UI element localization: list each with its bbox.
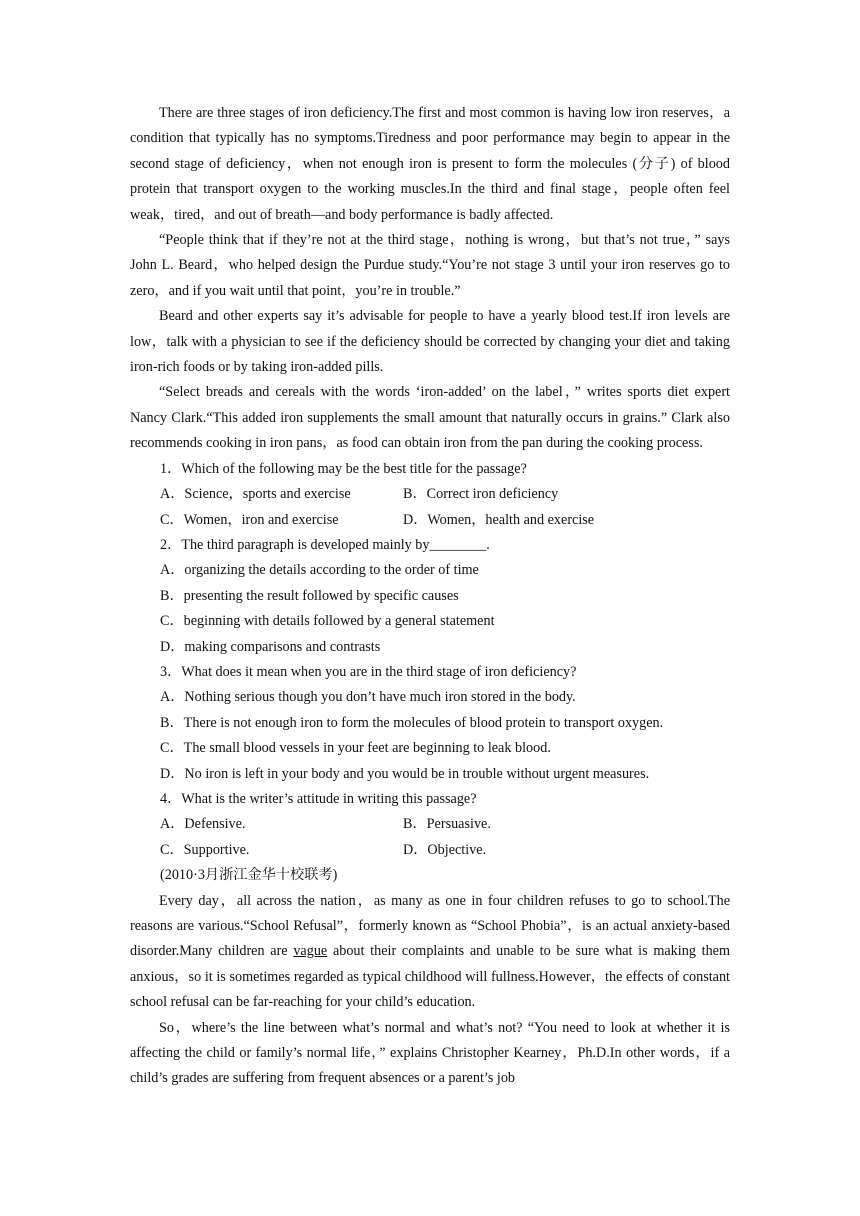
question-3-option-b: B．There is not enough iron to form the molecules of blood protein to transport oxygen. xyxy=(160,714,664,731)
question-4-option-c: C．Supportive. xyxy=(160,841,250,858)
question-3-stem: 3．What does it mean when you are in the third stage of iron deficiency? xyxy=(160,663,577,680)
question-1-option-b: B．Correct iron deficiency xyxy=(403,486,559,503)
passage2-paragraph-1-start: Every day，all across the nation，as many as one in four children refuses to go to school.The reasons are various.“School Refusal”，formerly known as “School Phobia”，is an actual anxiety-based disorder.Many children are xyxy=(130,892,730,960)
question-2-stem xyxy=(130,533,730,558)
question-4-option-d: D．Objective. xyxy=(403,841,487,858)
question-2-option-b: B．presenting the result followed by specific causes xyxy=(160,587,459,604)
passage1-paragraph-2: “People think that if they’re not at the third stage，nothing is wrong，but that’s not true，” says John L. Beard，who helped design the Purdue study.“You’re not stage 3 until your iron reserves go to zero，and if you wait until that point，you’re in trouble.” xyxy=(130,232,730,299)
passage1-paragraph-3: Beard and other experts say it’s advisable for people to have a yearly blood test.If iron levels are low，talk with a physician to see if the deficiency should be corrected by changing your diet and taking iron-rich foods or by taking iron-added pills. xyxy=(130,308,730,376)
question-1-option-c: C．Women，iron and exercise xyxy=(160,511,339,528)
question-4-options-row-2 xyxy=(130,838,730,863)
passage2-paragraph-2: So，where’s the line between what’s normal and what’s not? “You need to look at whether it is affecting the child or family’s normal life，” explains Christopher Kearney，Ph.D.In other words，if a child’s grades are suffering from frequent absences or a parent’s job xyxy=(130,1019,730,1087)
question-2-stem-text: 2．The third paragraph is developed mainly by xyxy=(160,536,430,553)
question-3-option-a: A．Nothing serious though you don’t have much iron stored in the body. xyxy=(160,689,576,706)
question-2-option-a: A．organizing the details according to the order of time xyxy=(160,562,479,579)
answer-blank: ________ xyxy=(429,536,487,553)
question-4-option-b: B．Persuasive. xyxy=(403,816,491,833)
question-4-options-row-1 xyxy=(130,812,730,837)
question-4-stem: 4．What is the writer’s attitude in writing this passage? xyxy=(160,790,477,807)
question-2-option-d: D．making comparisons and contrasts xyxy=(160,638,381,655)
passage2-paragraph-1 xyxy=(130,889,730,1016)
question-1-option-a: A．Science，sports and exercise xyxy=(160,486,351,503)
question-1-option-d: D．Women，health and exercise xyxy=(403,511,595,528)
question-3-option-c: C．The small blood vessels in your feet are beginning to leak blood. xyxy=(160,740,551,757)
passage2-paragraph-1-end: about their complaints and unable to be sure what is making them anxious，so it is sometimes regarded as typical childhood will fullness.However，the effects of constant school refusal can be far-reaching for your child’s education. xyxy=(130,943,730,1011)
passage1-paragraph-1: There are three stages of iron deficiency.The first and most common is having low iron reserves，a condition that typically has no symptoms.Tiredness and poor performance may begin to appear in the second stage of deficiency，when not enough iron is present to form the molecules (分子) of blood protein that transport oxygen to the working muscles.In the third and final stage，people often feel weak，tired，and out of breath—and body performance is badly affected. xyxy=(130,105,730,223)
document-content xyxy=(130,101,730,1092)
question-3-option-d: D．No iron is left in your body and you would be in trouble without urgent measures. xyxy=(160,765,650,782)
question-2-stem-end: . xyxy=(486,536,490,553)
source-note: (2010·3月浙江金华十校联考) xyxy=(160,867,338,884)
question-1-options-row-1 xyxy=(130,482,730,507)
question-2-option-c: C．beginning with details followed by a general statement xyxy=(160,613,495,630)
question-4-option-a: A．Defensive. xyxy=(160,816,246,833)
question-1-options-row-2 xyxy=(130,508,730,533)
underlined-word: vague xyxy=(293,943,328,960)
passage1-paragraph-4: “Select breads and cereals with the words ‘iron-added’ on the label，” writes sports diet expert Nancy Clark.“This added iron supplements the small amount that naturally occurs in grains.” Clark also recommends cooking in iron pans，as food can obtain iron from the pan during the cooking process. xyxy=(130,384,730,452)
question-1-stem: 1．Which of the following may be the best title for the passage? xyxy=(160,460,527,477)
